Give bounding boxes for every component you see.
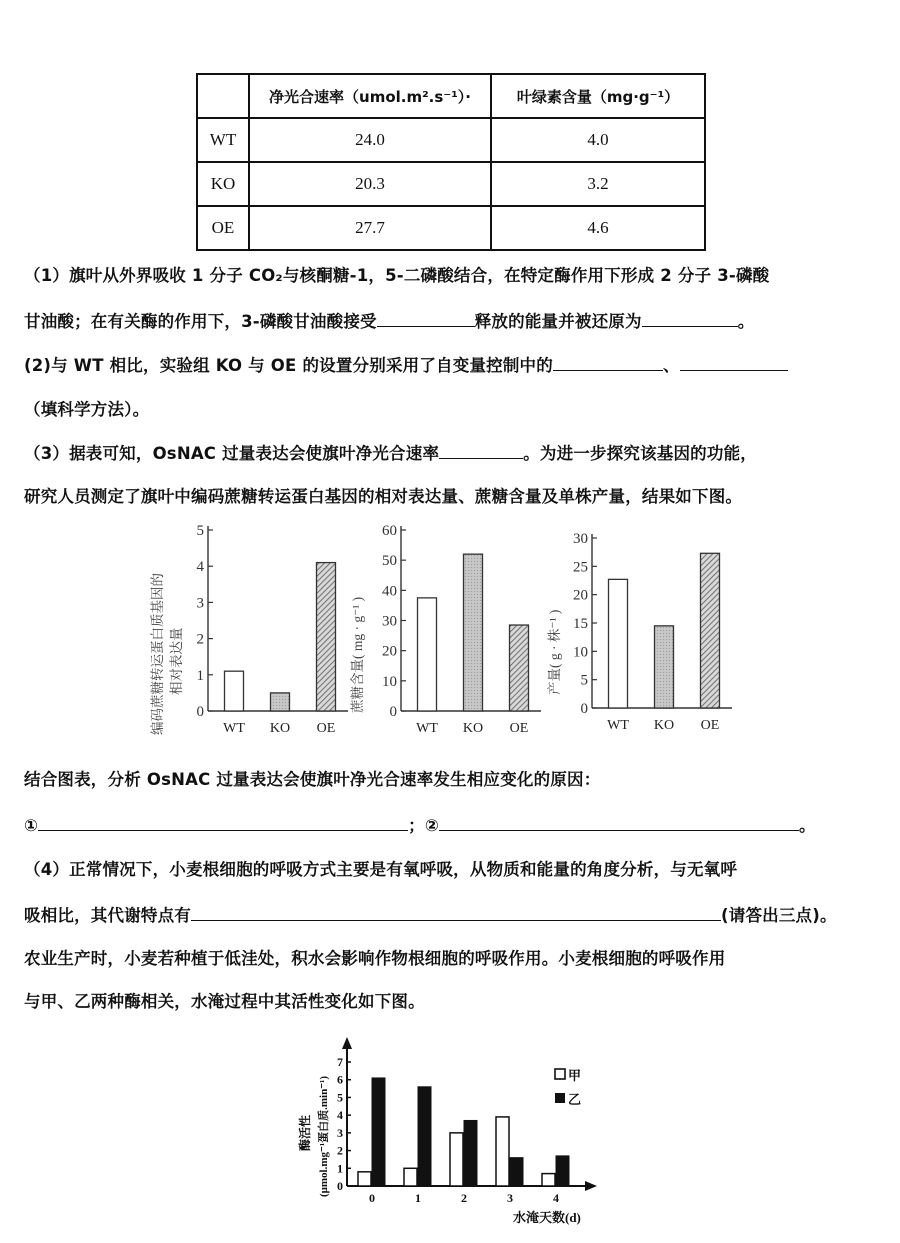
x-axis-arrow-icon <box>585 1181 597 1191</box>
table-row <box>197 206 705 250</box>
q2-text-a: (2)与 WT 相比，实验组 KO 与 OE 的设置分别采用了自变量控制中的 <box>24 356 553 375</box>
table-row <box>197 118 705 162</box>
bar-series-jia <box>404 1168 417 1186</box>
chart-enzyme-activity-plot <box>297 1037 597 1225</box>
y-tick-label: 10 <box>573 644 588 661</box>
y-tick-label: 3 <box>196 595 204 612</box>
q1-text-a: 甘油酸；在有关酶的作用下，3-磷酸甘油酸接受 <box>24 312 377 331</box>
y-tick-label: 5 <box>196 523 204 539</box>
bar <box>418 598 437 711</box>
q3-line2: 研究人员测定了旗叶中编码蔗糖转运蛋白基因的相对表达量、蔗糖含量及单株产量，结果如下图。 <box>24 487 743 506</box>
q4-line2 <box>24 902 837 926</box>
x-axis-label: 水淹天数(d) <box>513 1210 581 1225</box>
q3-text-a: （3）据表可知，OsNAC 过量表达会使旗叶净光合速率 <box>24 444 440 463</box>
x-tick-label: WT <box>223 721 245 736</box>
y-tick-label: 5 <box>580 672 588 689</box>
table-cell-chlorophyll: 3.2 <box>491 162 705 206</box>
q1-blank-1[interactable] <box>377 310 475 327</box>
legend-label-yi: 乙 <box>568 1092 582 1107</box>
y-tick-label: 0 <box>337 1179 343 1193</box>
q2-blank-1[interactable] <box>553 354 663 371</box>
bar <box>510 625 529 711</box>
chart-sucrose-content <box>349 523 541 736</box>
table-cell-group: KO <box>197 162 249 206</box>
y-axis-label: 产量( g · 株⁻¹ ) <box>547 609 562 695</box>
q4-line1: （4）正常情况下，小麦根细胞的呼吸方式主要是有氧呼吸，从物质和能量的角度分析，与无氧呼 <box>24 860 738 879</box>
q3-answer-1-label: ① <box>24 816 39 835</box>
q4-blank[interactable] <box>191 904 721 921</box>
y-tick-label: 15 <box>573 616 588 632</box>
x-tick-label: 2 <box>461 1191 467 1205</box>
q1-text-b: 释放的能量并被还原为 <box>474 312 642 331</box>
q3-text-b: 。为进一步探究该基因的功能， <box>523 444 757 463</box>
y-tick-label: 0 <box>196 704 204 720</box>
q1-line2 <box>24 308 754 332</box>
legend-swatch-yi <box>555 1093 565 1103</box>
bar-series-yi <box>464 1120 477 1186</box>
bar-series-yi <box>510 1158 523 1186</box>
bar <box>271 693 290 711</box>
y-tick-label: 2 <box>337 1143 343 1158</box>
bar-series-jia <box>496 1117 509 1186</box>
chart-gene-expression <box>149 523 348 736</box>
y-tick-label: 60 <box>382 523 397 539</box>
bar-series-yi <box>418 1087 431 1186</box>
q4-line3: 农业生产时，小麦若种植于低洼处，积水会影响作物根细胞的呼吸作用。小麦根细胞的呼吸作用 <box>24 949 726 968</box>
x-tick-label: OE <box>700 718 720 733</box>
q3-line1 <box>24 440 757 464</box>
y-axis-label-line1: 编码蔗糖转运蛋白质基因的 <box>150 573 165 735</box>
y-tick-label: 5 <box>337 1090 343 1105</box>
table-header-net-photosynthesis: 净光合速率（umol.m².s⁻¹）· <box>249 74 491 118</box>
y-tick-label: 0 <box>580 701 588 717</box>
table-header-corner <box>197 74 249 118</box>
bar-series-yi <box>372 1078 385 1186</box>
x-tick-label: KO <box>269 721 291 736</box>
q3-line3: 结合图表，分析 OsNAC 过量表达会使旗叶净光合速率发生相应变化的原因： <box>24 770 601 789</box>
x-tick-label: 3 <box>507 1191 513 1205</box>
y-tick-label: 7 <box>337 1055 343 1069</box>
x-tick-label: KO <box>462 721 484 736</box>
table-cell-group: WT <box>197 118 249 162</box>
y-axis-label-line1: 酶活性 <box>298 1114 312 1151</box>
x-tick-label: 1 <box>415 1191 421 1205</box>
bar-series-yi <box>556 1156 569 1186</box>
bar <box>655 626 674 708</box>
q1-line1: （1）旗叶从外界吸收 1 分子 CO₂与核酮糖-1，5-二磷酸结合，在特定酶作用下形成 2 分子 3-磷酸 <box>24 266 770 285</box>
q1-blank-2[interactable] <box>642 310 738 327</box>
q2-line1 <box>24 352 788 376</box>
y-tick-label: 4 <box>337 1108 343 1123</box>
table-header-chlorophyll: 叶绿素含量（mg·g⁻¹） <box>491 74 705 118</box>
y-tick-label: 2 <box>196 631 204 648</box>
y-tick-label: 20 <box>573 587 588 604</box>
q2-sep: 、 <box>662 356 680 375</box>
table-cell-net-photosynthesis: 27.7 <box>249 206 491 250</box>
q3-answer-2-label: ② <box>424 816 440 835</box>
x-tick-label: KO <box>653 718 675 733</box>
q2-blank-2[interactable] <box>680 354 788 371</box>
q3-blank-rate[interactable] <box>439 442 523 459</box>
q3-answer-1-blank[interactable] <box>38 814 408 831</box>
table-cell-chlorophyll: 4.0 <box>491 118 705 162</box>
x-tick-label: 4 <box>553 1191 559 1205</box>
y-tick-label: 40 <box>382 583 397 600</box>
y-tick-label: 3 <box>337 1125 343 1140</box>
x-tick-label: 0 <box>369 1191 375 1205</box>
x-tick-label: OE <box>316 721 336 736</box>
legend-label-jia: 甲 <box>568 1068 582 1083</box>
legend-swatch-jia <box>555 1069 565 1079</box>
bar <box>225 671 244 711</box>
table-cell-net-photosynthesis: 24.0 <box>249 118 491 162</box>
y-axis-arrow-icon <box>342 1037 352 1049</box>
bar-series-jia <box>450 1133 463 1186</box>
bar <box>464 554 483 711</box>
chart-enzyme-activity <box>285 1025 625 1235</box>
y-axis-label-line2: (μmol.mg⁻¹蛋白质.min⁻¹) <box>318 1076 330 1197</box>
bar <box>609 579 628 708</box>
y-tick-label: 30 <box>382 613 397 630</box>
results-table <box>196 73 706 251</box>
q1-end: 。 <box>737 312 755 331</box>
q3-answer-end: 。 <box>799 816 816 835</box>
q4-line4: 与甲、乙两种酶相关，水淹过程中其活性变化如下图。 <box>24 992 425 1011</box>
table-cell-net-photosynthesis: 20.3 <box>249 162 491 206</box>
q4-text-b: (请答出三点)。 <box>721 906 837 925</box>
y-tick-label: 10 <box>382 673 397 690</box>
table-row <box>197 162 705 206</box>
x-tick-label: WT <box>607 718 629 733</box>
bar-series-jia <box>358 1172 371 1186</box>
y-tick-label: 20 <box>382 643 397 660</box>
y-axis-label-line2: 相对表达量 <box>169 627 184 695</box>
x-tick-label: OE <box>509 721 529 736</box>
table-cell-chlorophyll: 4.6 <box>491 206 705 250</box>
y-tick-label: 4 <box>196 559 204 576</box>
y-tick-label: 1 <box>196 667 204 684</box>
y-tick-label: 50 <box>382 553 397 570</box>
charts-row <box>140 515 780 750</box>
x-tick-label: WT <box>416 721 438 736</box>
table-header-row <box>197 74 705 118</box>
bar <box>317 563 336 711</box>
chart-yield <box>546 531 732 733</box>
q3-answer-2-blank[interactable] <box>439 814 799 831</box>
y-tick-label: 30 <box>573 531 588 547</box>
y-tick-label: 1 <box>337 1161 343 1176</box>
q3-answer-sep: ； <box>408 816 425 835</box>
q2-line2: （填科学方法）。 <box>24 400 150 419</box>
y-tick-label: 6 <box>337 1072 343 1087</box>
table-cell-group: OE <box>197 206 249 250</box>
bar-series-jia <box>542 1174 555 1186</box>
y-tick-label: 25 <box>573 559 588 576</box>
bar <box>701 553 720 708</box>
y-axis-label: 蔗糖含量( mg · g⁻¹ ) <box>350 596 365 713</box>
q4-text-a: 吸相比，其代谢特点有 <box>24 906 191 925</box>
q3-answers-line <box>24 812 816 836</box>
y-tick-label: 0 <box>389 704 397 720</box>
